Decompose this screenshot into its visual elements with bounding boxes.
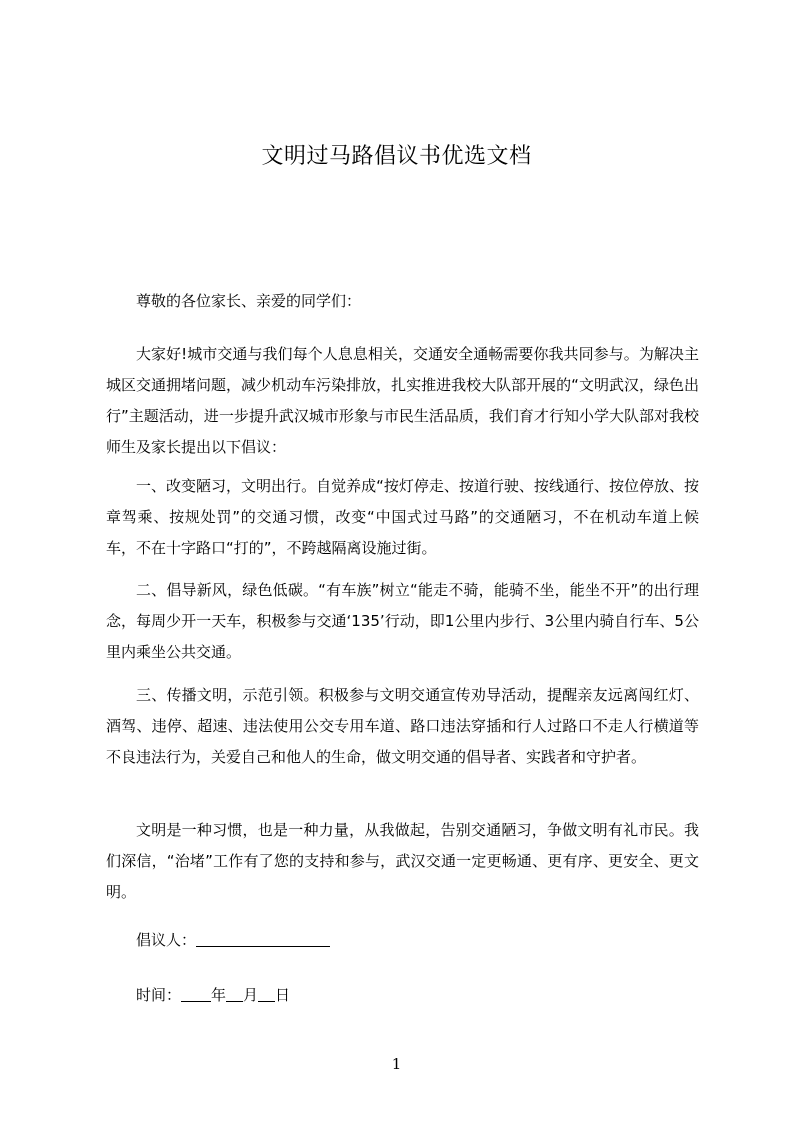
- initiator-blank: [196, 930, 330, 947]
- year-label: 年: [211, 986, 227, 1004]
- document-title: 文明过马路倡议书优选文档: [261, 144, 532, 169]
- initiator-line: [106, 925, 699, 956]
- salutation: 尊敬的各位家长、亲爱的同学们：: [136, 292, 362, 310]
- date-line: [106, 980, 699, 1011]
- initiator-label: 倡议人：: [136, 931, 197, 949]
- paragraph-proposal-3: 三、传播文明，示范引领。积极参与文明交通宣传劝导活动，提醒亲友远离闯红灯、酒驾、违停、超速、违法使用公交专用车道、路口违法穿插和行人过路口不走人行横道等不良违法行为，关爱自己和他人的生命，做文明交通的倡导者、实践者和守护者。: [106, 686, 699, 766]
- day-blank: [258, 985, 275, 1002]
- page-number: 1: [391, 1055, 402, 1073]
- month-label: 月: [243, 986, 259, 1004]
- paragraph-proposal-2: 二、倡导新风，绿色低碳。“有车族”树立“能走不骑，能骑不坐，能坐不开”的出行理念，每周少开一天车，积极参与交通‘135’行动，即1公里内步行、3公里内骑自行车、5公里内乘坐公共交通。: [106, 581, 699, 661]
- paragraph-proposal-1: 一、改变陋习，文明出行。自觉养成“按灯停走、按道行驶、按线通行、按位停放、按章驾乘、按规处罚”的交通习惯，改变“中国式过马路”的交通陋习，不在机动车道上候车，不在十字路口“打的”，不跨越隔离设施过街。: [106, 477, 699, 557]
- paragraph-closing: 文明是一种习惯，也是一种力量，从我做起，告别交通陋习，争做文明有礼市民。我们深信，“治堵”工作有了您的支持和参与，武汉交通一定更畅通、更有序、更安全、更文明。: [106, 821, 699, 901]
- day-label: 日: [275, 986, 291, 1004]
- paragraph-intro: 大家好!城市交通与我们每个人息息相关，交通安全通畅需要你我共同参与。为解决主城区交通拥堵问题，减少机动车污染排放，扎实推进我校大队部开展的“文明武汉，绿色出行”主题活动，进一步提升武汉城市形象与市民生活品质，我们育才行知小学大队部对我校师生及家长提出以下倡议：: [106, 345, 699, 456]
- time-label: 时间：: [136, 986, 182, 1004]
- month-blank: [226, 985, 243, 1002]
- year-blank: [181, 985, 211, 1002]
